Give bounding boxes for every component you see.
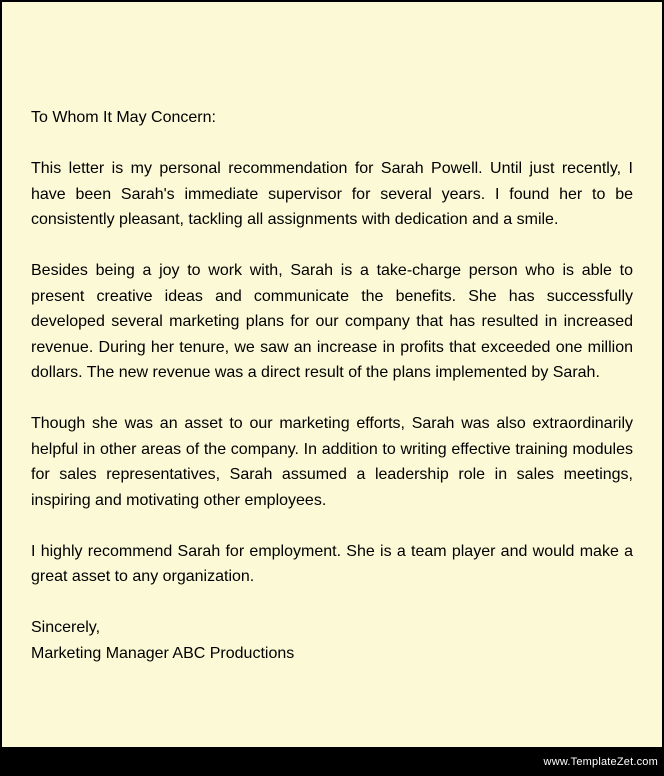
salutation: To Whom It May Concern:	[31, 109, 216, 126]
paragraph-recommendation: I highly recommend Sarah for employment. She is a team player and would make a great asset to any organization.	[31, 542, 633, 585]
signature: Marketing Manager ABC Productions	[31, 644, 295, 662]
watermark: www.TemplateZet.com	[543, 756, 658, 768]
paragraph-achievements: Besides being a joy to work with, Sarah is a take-charge person who is able to present creative ideas and communicate the benefits. She has successfully developed several marketing plans for our company that has resulted in increased revenue. During her tenure, we saw an increase in profits that exceeded one million dollars. The new revenue was a direct result of the plans implemented by Sarah.	[31, 262, 633, 381]
paragraph-intro: This letter is my personal recommendation for Sarah Powell. Until just recently, I have been Sarah's immediate supervisor for several years. I found her to be consistently pleasant, tackling all assignments with dedication and a smile.	[31, 160, 633, 228]
paragraph-helpfulness: Though she was an asset to our marketing efforts, Sarah was also extraordinarily helpful in other areas of the company. In addition to writing effective training modules for sales representatives, Sarah assumed a leadership role in sales meetings, inspiring and motivating other employees.	[31, 415, 633, 509]
closing: Sincerely,	[31, 619, 101, 636]
letter-body	[31, 105, 633, 666]
letter-page	[2, 2, 662, 747]
